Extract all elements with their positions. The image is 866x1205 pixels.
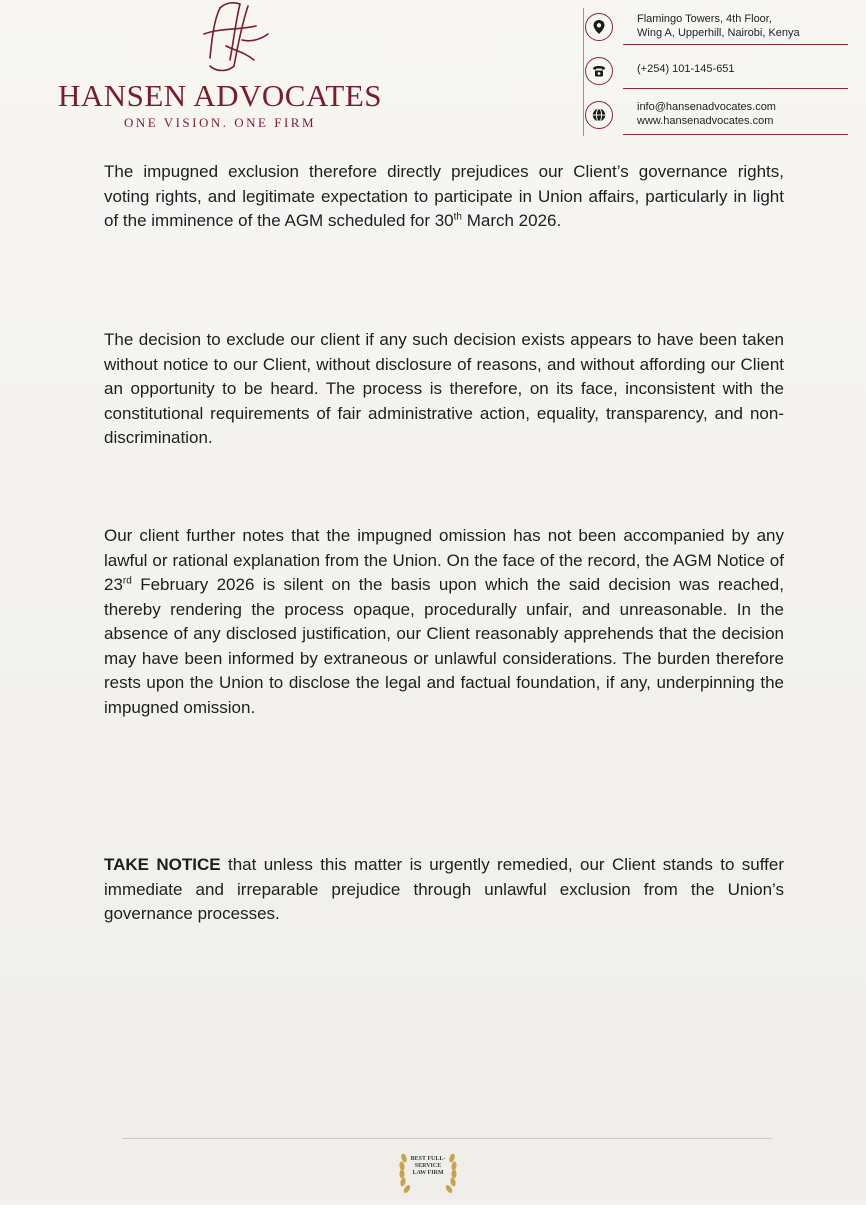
award-badge-text: BEST FULL- SERVICE LAW FIRM [410, 1156, 446, 1176]
firm-name: HANSEN ADVOCATES [57, 78, 383, 113]
contact-divider [623, 44, 848, 45]
letterhead-logo [30, 0, 400, 140]
email-link[interactable]: info@hansenadvocates.com [637, 101, 776, 113]
phone-number[interactable]: (+254) 101-145-651 [637, 63, 735, 75]
paragraph-take-notice: TAKE NOTICE that unless this matter is urgently remedied, our Client stands to suffer immediate and irreparable prejudice through unlawful exclusion from the Union’s governance processes. [104, 855, 784, 923]
footer-divider [122, 1138, 772, 1139]
paragraph-governance-prejudice: The impugned exclusion therefore directly prejudices our Client’s governance rights, voting rights, and legitimate expectation to participate in Union affairs, particularly in light of the imminence of the AGM scheduled for 30th March 2026. [104, 162, 784, 230]
address-line-1: Flamingo Towers, 4th Floor, [637, 13, 772, 25]
contact-divider [623, 134, 848, 135]
paragraph-no-explanation: Our client further notes that the impugned omission has not been accompanied by any lawful or rational explanation from the Union. On the face of the record, the AGM Notice of 23rd February 2026 is silent on the basis upon which the said decision was reached, thereby rendering the process opaque, procedurally unfair, and unreasonable. In the absence of any disclosed justification, our Client reasonably apprehends that the decision may have been informed by extraneous or unlawful considerations. The burden therefore rests upon the Union to disclose the legal and factual foundation, if any, underpinning the impugned omission. [104, 526, 784, 717]
website-link[interactable]: www.hansenadvocates.com [637, 115, 774, 127]
award-badge [394, 1146, 462, 1200]
location-pin-icon [585, 13, 613, 41]
telephone-icon [585, 57, 613, 85]
contact-block [583, 0, 843, 140]
ha-monogram-icon [190, 0, 280, 76]
take-notice-label: TAKE NOTICE [104, 855, 221, 874]
globe-icon [585, 101, 613, 129]
firm-tagline: ONE VISION. ONE FIRM [123, 115, 317, 130]
contact-divider [623, 88, 848, 89]
letterhead-vertical-rule [583, 8, 584, 136]
address-line-2: Wing A, Upperhill, Nairobi, Kenya [637, 27, 800, 39]
paragraph-decision-process: The decision to exclude our client if any such decision exists appears to have been taken without notice to our Client, without disclosure of reasons, and without affording our Client an opportunity to be heard. The process is therefore, on its face, inconsistent with the constitutional requirements of fair administrative action, equality, transparency, and non-discrimination. [104, 330, 784, 447]
